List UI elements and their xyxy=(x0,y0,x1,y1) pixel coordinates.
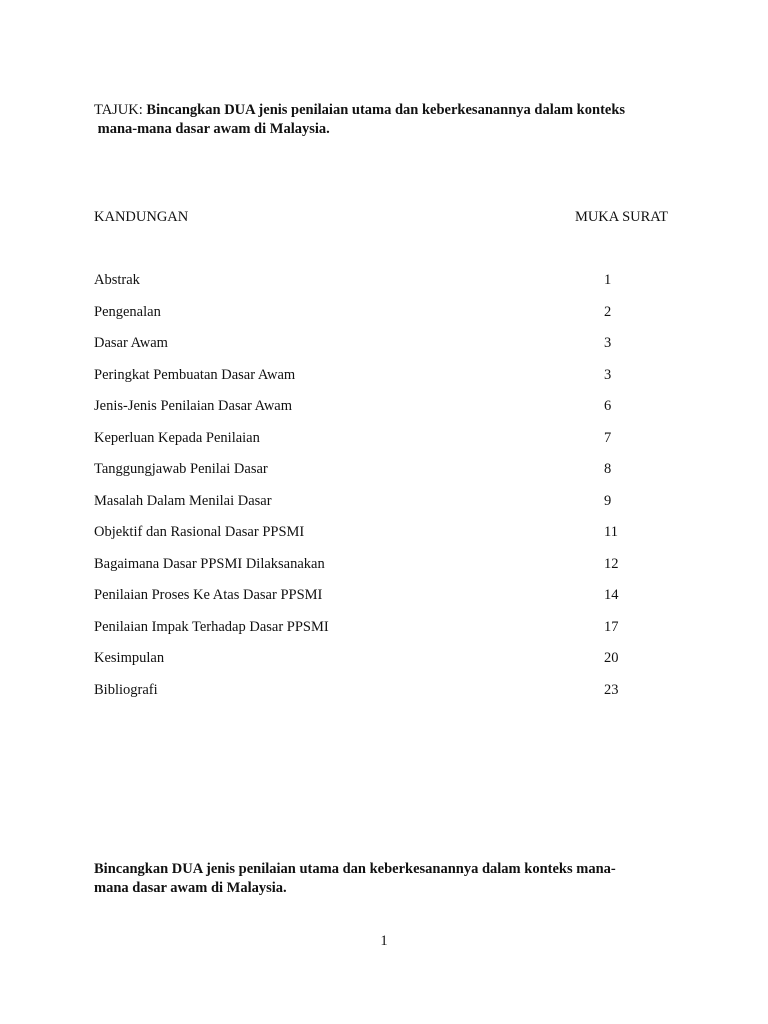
toc-entry-page: 14 xyxy=(604,587,619,603)
toc-entry-page: 3 xyxy=(604,335,612,351)
toc-entry-page: 12 xyxy=(604,555,619,572)
toc-entry xyxy=(94,522,624,554)
title-line-1 xyxy=(94,101,684,120)
toc-entry xyxy=(94,554,624,586)
toc-entry-page: 9 xyxy=(604,492,612,509)
toc-entry-title: Bagaimana Dasar PPSMI Dilaksanakan xyxy=(94,555,325,572)
toc-entry xyxy=(94,428,624,460)
toc-entry-title: Penilaian Proses Ke Atas Dasar PPSMI xyxy=(94,587,323,603)
toc-header-contents: KANDUNGAN xyxy=(94,209,189,225)
toc-entry-page: 17 xyxy=(604,618,619,635)
title-text-line-2: mana-mana dasar awam di Malaysia. xyxy=(97,121,330,137)
toc-entry xyxy=(94,648,624,680)
toc-entry-title: Abstrak xyxy=(94,272,140,288)
toc-entry-page: 6 xyxy=(604,398,612,414)
toc-header-page: MUKA SURAT xyxy=(574,209,668,225)
toc-entry-title: Dasar Awam xyxy=(94,335,168,351)
toc-entry-page: 23 xyxy=(604,681,619,698)
toc-entry xyxy=(94,302,624,334)
toc-entry-page: 1 xyxy=(604,272,612,288)
table-of-contents xyxy=(94,270,624,711)
title-text-line-1: Bincangkan DUA jenis penilaian utama dan keberkesanannya dalam konteks xyxy=(146,102,626,118)
toc-entry xyxy=(94,585,624,617)
toc-entry-title: Jenis-Jenis Penilaian Dasar Awam xyxy=(94,398,293,414)
toc-entry xyxy=(94,617,624,649)
toc-entry-page: 20 xyxy=(604,650,619,666)
toc-entry-title: Keperluan Kepada Penilaian xyxy=(94,429,260,446)
toc-entry xyxy=(94,333,624,365)
toc-entry-title: Pengenalan xyxy=(94,303,161,320)
toc-entry xyxy=(94,270,624,302)
section-heading-line-2: mana dasar awam di Malaysia. xyxy=(94,880,287,896)
toc-entry-title: Bibliografi xyxy=(94,681,158,698)
toc-entry xyxy=(94,396,624,428)
title-line-2 xyxy=(94,120,684,139)
section-heading xyxy=(94,860,684,898)
page-number: 1 xyxy=(380,933,388,949)
toc-entry-title: Objektif dan Rasional Dasar PPSMI xyxy=(94,524,305,540)
toc-entry-page: 7 xyxy=(604,429,612,446)
toc-entry-title: Penilaian Impak Terhadap Dasar PPSMI xyxy=(94,618,329,635)
section-heading-line-1: Bincangkan DUA jenis penilaian utama dan keberkesanannya dalam konteks mana- xyxy=(94,861,616,877)
toc-entry-page: 3 xyxy=(604,366,612,383)
toc-entry-page: 11 xyxy=(604,524,618,540)
toc-entry xyxy=(94,365,624,397)
toc-entry-page: 8 xyxy=(604,461,612,477)
toc-entry xyxy=(94,680,624,712)
toc-entry-title: Masalah Dalam Menilai Dasar xyxy=(94,492,272,509)
toc-entry-page: 2 xyxy=(604,303,612,320)
toc-entry xyxy=(94,491,624,523)
toc-entry-title: Tanggungjawab Penilai Dasar xyxy=(94,461,268,477)
toc-entry xyxy=(94,459,624,491)
title-prefix: TAJUK: xyxy=(94,102,143,118)
toc-entry-title: Kesimpulan xyxy=(94,650,165,666)
toc-header xyxy=(94,209,668,229)
toc-entry-title: Peringkat Pembuatan Dasar Awam xyxy=(94,366,296,383)
document-title xyxy=(94,101,684,139)
